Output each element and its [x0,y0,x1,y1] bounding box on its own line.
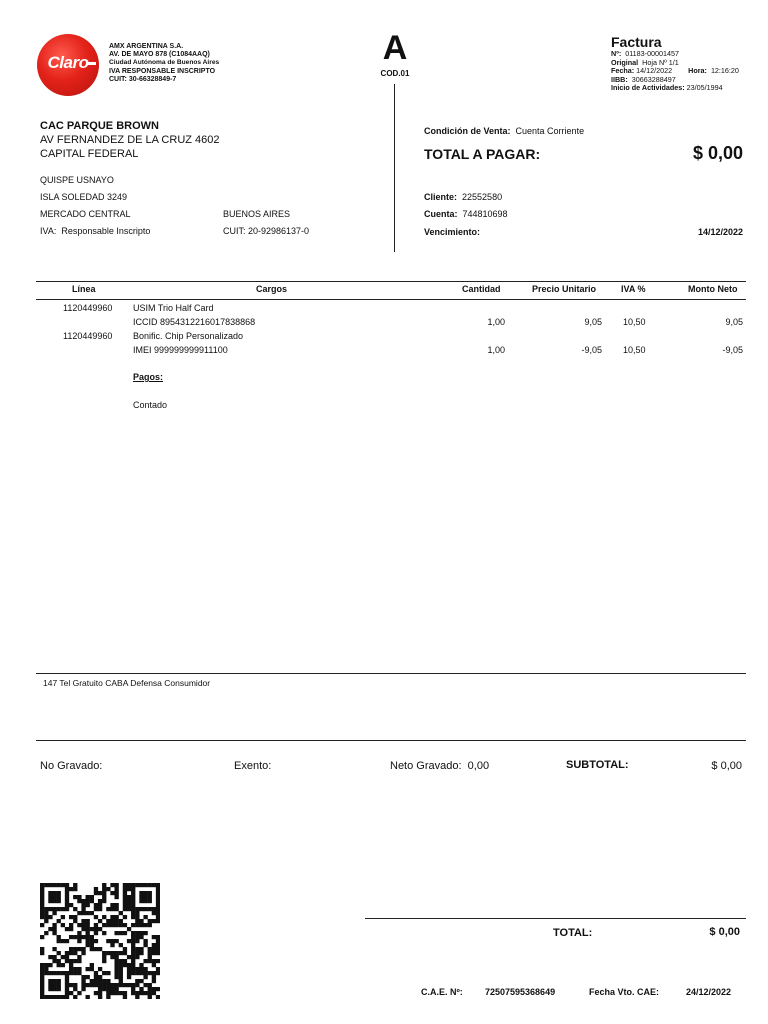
row1-cantidad: 1,00 [487,317,505,327]
total-to-pay-label: TOTAL A PAGAR: [424,146,541,162]
invoice-meta [611,50,739,93]
cond-label: Condición de Venta: [424,126,511,136]
sale-condition [424,126,584,136]
neto-label: Neto Gravado: [390,760,462,772]
nro-label: Nº: [611,49,622,58]
document-title: Factura [611,34,662,50]
branch-city: CAPITAL FEDERAL [40,148,139,160]
neto-gravado [390,760,489,772]
customer-street: ISLA SOLEDAD 3249 [40,192,128,202]
invoice-letter: A [382,29,408,67]
account-number [424,209,508,219]
branch-name: CAC PARQUE BROWN [40,120,159,132]
company-info [109,43,219,84]
due-date-value: 14/12/2022 [697,227,743,237]
hora-label: Hora: [688,66,707,76]
row2-linea: 1120449960 [63,331,113,341]
row2-detalle: IMEI 999999999911100 [133,345,228,355]
payments-label: Pagos: [133,372,164,382]
row1-linea: 1120449960 [63,303,113,313]
cuenta-label: Cuenta: [424,209,458,219]
row1-detalle: ICCID 8954312216017838868 [133,317,256,327]
customer-iva [40,226,150,236]
col-cargos: Cargos [256,284,288,294]
no-gravado-label: No Gravado: [40,760,103,772]
exento-label: Exento: [234,760,272,772]
fecha-label: Fecha: [611,66,635,76]
row2-iva: 10,50 [623,345,646,355]
invoice-code: COD.01 [380,69,410,78]
col-precio: Precio Unitario [532,284,597,294]
payments-value: Contado [133,400,168,410]
consumer-defense-note: 147 Tel Gratuito CABA Defensa Consumidor [43,678,211,688]
inicio-label: Inicio de Actividades: [611,83,685,93]
total-value: $ 0,00 [709,926,740,938]
total-to-pay-value: $ 0,00 [692,143,743,163]
table-header-rule [36,299,746,300]
company-name: AMX ARGENTINA S.A. [109,43,184,50]
branch-address: AV FERNANDEZ DE LA CRUZ 4602 [40,134,220,146]
summary-top-rule [36,740,746,741]
nro-value: 01183-00001457 [625,49,680,58]
col-iva: IVA % [621,284,646,294]
cae-value: 72507595368649 [485,987,556,997]
cliente-value: 22552580 [462,192,503,202]
row2-monto: -9,05 [722,345,743,355]
logo-text: Claro [47,53,89,72]
hoja-value: Hoja Nº 1/1 [642,57,679,67]
qr-code [40,883,160,999]
subtotal-label: SUBTOTAL: [566,759,629,771]
cond-value: Cuenta Corriente [515,126,585,136]
row2-cantidad: 1,00 [487,345,505,355]
due-date-label: Vencimiento: [424,227,481,237]
row2-precio: -9,05 [581,345,602,355]
row1-precio: 9,05 [584,317,602,327]
inicio-value: 23/05/1994 [686,83,723,93]
iibb-value: 30663288497 [631,74,676,84]
legal-top-rule [36,673,746,674]
logo-dash-icon [88,62,96,65]
company-iva: IVA RESPONSABLE INSCRIPTO [109,67,216,75]
company-address: AV. DE MAYO 878 (C1084AAQ) [109,51,210,59]
cae-vto-label: Fecha Vto. CAE: [589,987,660,997]
iva-label: IVA: [40,226,57,236]
cuenta-value: 744810698 [462,209,508,219]
total-rule [365,918,746,919]
row2-cargo: Bonific. Chip Personalizado [133,331,244,341]
subtotal-value: $ 0,00 [711,760,742,772]
table-top-rule [36,281,746,282]
header-divider [394,84,395,252]
customer-cuit: CUIT: 20-92986137-0 [223,226,310,236]
company-city: Ciudad Autónoma de Buenos Aires [109,59,220,67]
company-cuit: CUIT: 30-66328849-7 [109,75,177,83]
iva-value: Responsable Inscripto [61,226,151,236]
row1-iva: 10,50 [623,317,646,327]
client-number [424,192,502,202]
claro-logo [37,34,99,96]
original-label: Original [611,57,639,67]
total-label: TOTAL: [553,927,593,939]
hora-value: 12:16:20 [710,66,739,76]
col-monto: Monto Neto [688,284,738,294]
iibb-label: IIBB: [611,74,628,84]
customer-locality: MERCADO CENTRAL [40,209,131,219]
col-cantidad: Cantidad [462,284,501,294]
fecha-value: 14/12/2022 [636,66,673,76]
cae-label: C.A.E. Nº: [421,987,463,997]
customer-name: QUISPE USNAYO [40,175,114,185]
cae-vto-value: 24/12/2022 [686,987,732,997]
neto-value: 0,00 [467,760,490,772]
col-linea: Línea [72,284,96,294]
row1-cargo: USIM Trio Half Card [133,303,214,313]
customer-province: BUENOS AIRES [223,209,291,219]
row1-monto: 9,05 [725,317,743,327]
cliente-label: Cliente: [424,192,458,202]
